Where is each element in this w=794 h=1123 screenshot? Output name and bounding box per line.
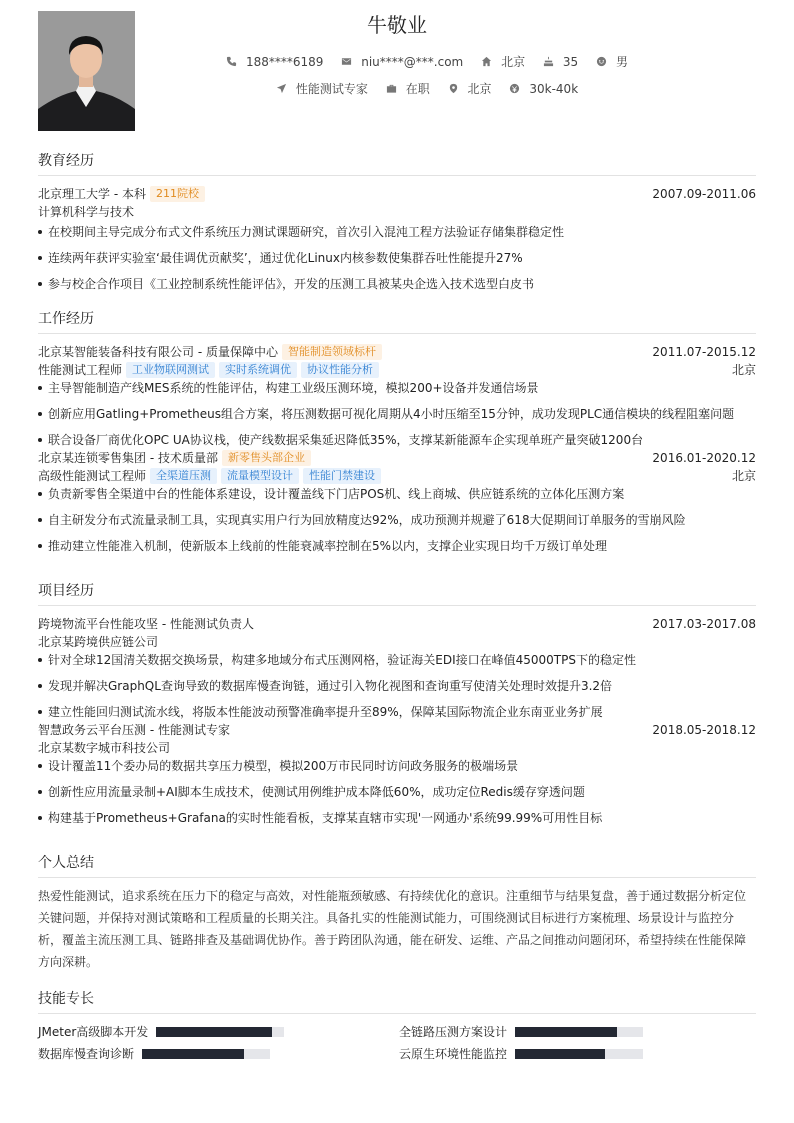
summary-heading: 个人总结 xyxy=(38,852,756,878)
job-role-row xyxy=(38,361,756,379)
summary-line: 关键问题，并保持对测试策略和工程质量的长期关注。具备扎实的性能测试能力，可围绕测试目标进行方案梳理、场景设计与监控分 xyxy=(38,911,735,925)
list-item: 主导智能制造产线MES系统的性能评估，构建工业级压测环境，模拟200+设备并发通信场景 xyxy=(38,379,756,397)
list-item: 推动建立性能准入机制，使新版本上线前的性能衰减率控制在5%以内，支撑企业实现日均千万级订单处理 xyxy=(38,537,756,555)
skill-bar-fill xyxy=(142,1049,244,1059)
smile-icon xyxy=(596,56,607,67)
skill-item xyxy=(399,1023,643,1041)
list-item: 设计覆盖11个委办局的数据共享压力模型，模拟200万市民同时访问政务服务的极端场景 xyxy=(38,757,756,775)
phone-text: 188****6189 xyxy=(245,54,324,69)
skill-label: 数据库慢查询诊断 xyxy=(38,1047,135,1061)
phone-item xyxy=(226,55,323,69)
list-item: 在校期间主导完成分布式文件系统压力测试课题研究，首次引入混沌工程方法验证存储集群稳定性 xyxy=(38,223,756,241)
location-item xyxy=(448,80,492,97)
contact-row xyxy=(0,53,794,70)
salary-item xyxy=(509,82,578,96)
education-period: 2007.09-2011.06 xyxy=(652,187,756,201)
title-item xyxy=(276,80,368,97)
job-city: 北京 xyxy=(731,363,756,377)
skill-bar xyxy=(515,1027,643,1037)
title-text: 性能测试专家 xyxy=(295,82,368,96)
phone-icon xyxy=(226,56,237,67)
skill-item xyxy=(38,1023,284,1041)
gender-text: 男 xyxy=(616,55,629,69)
skill-bar-fill xyxy=(515,1049,605,1059)
project-header-row xyxy=(38,615,756,633)
project-org: 北京某数字城市科技公司 xyxy=(38,741,171,755)
home-icon xyxy=(481,56,492,67)
project-bullets xyxy=(38,757,756,827)
skills-heading: 技能专长 xyxy=(38,988,756,1014)
summary-line: 方向深耕。 xyxy=(38,955,99,969)
skill-bar xyxy=(156,1027,284,1037)
education-header-row xyxy=(38,185,756,203)
major: 计算机科学与技术 xyxy=(38,205,135,219)
skill-bar xyxy=(142,1049,270,1059)
money-icon xyxy=(509,83,520,94)
project-bullets xyxy=(38,651,756,721)
summary-text xyxy=(38,885,756,973)
skill-label: JMeter高级脚本开发 xyxy=(38,1025,149,1039)
work-heading: 工作经历 xyxy=(38,308,756,334)
summary-section xyxy=(38,852,756,973)
list-item: 负责新零售全渠道中台的性能体系建设，设计覆盖线下门店POS机、线上商城、供应链系统的立体化压测方案 xyxy=(38,485,756,503)
education-heading: 教育经历 xyxy=(38,150,756,176)
company-tag: 智能制造领域标杆 xyxy=(282,344,382,360)
age-text: 35 xyxy=(562,54,579,69)
location-pin-icon xyxy=(448,83,459,94)
status-item xyxy=(386,80,430,97)
company-name: 北京某智能装备科技有限公司 - 质量保障中心 xyxy=(38,345,278,359)
skill-item xyxy=(399,1045,643,1063)
job-entry xyxy=(38,343,756,449)
company-tag: 新零售头部企业 xyxy=(222,450,311,466)
list-item: 针对全球12国清关数据交换场景，构建多地域分布式压测网格，验证海关EDI接口在峰值45000TPS下的稳定性 xyxy=(38,651,756,669)
job-bullets xyxy=(38,485,756,555)
projects-section xyxy=(38,580,756,835)
skill-tag: 实时系统调优 xyxy=(219,362,297,378)
skills-section xyxy=(38,988,756,1063)
project-period: 2017.03-2017.08 xyxy=(652,617,756,631)
education-section xyxy=(38,150,756,301)
list-item: 构建基于Prometheus+Grafana的实时性能看板，支撑某直辖市实现'一网通办'系统99.99%可用性目标 xyxy=(38,809,756,827)
salary-text: 30k-40k xyxy=(529,81,579,96)
job-period: 2011.07-2015.12 xyxy=(652,345,756,359)
list-item: 联合设备厂商优化OPC UA协议栈，使产线数据采集延迟降低35%，支撑某新能源车企实现单班产量突破1200台 xyxy=(38,431,756,449)
skills-grid xyxy=(38,1023,756,1063)
skill-bar-fill xyxy=(515,1027,617,1037)
location-text: 北京 xyxy=(467,82,492,96)
job-role: 性能测试工程师 xyxy=(38,363,123,377)
project-name: 智慧政务云平台压测 - 性能测试专家 xyxy=(38,723,230,737)
project-entry xyxy=(38,721,756,827)
list-item: 连续两年获评实验室‘最佳调优贡献奖’，通过优化Linux内核参数使集群吞吐性能提升27% xyxy=(38,249,756,267)
job-header-row xyxy=(38,343,756,361)
projects-heading: 项目经历 xyxy=(38,580,756,606)
email-item xyxy=(341,55,463,69)
education-bullets xyxy=(38,223,756,293)
candidate-name: 牛敬业 xyxy=(367,13,427,37)
skill-tag: 全渠道压测 xyxy=(150,468,217,484)
skill-tag: 性能门禁建设 xyxy=(303,468,381,484)
project-header-row xyxy=(38,721,756,739)
school-tag: 211院校 xyxy=(150,186,205,202)
skill-bar-fill xyxy=(156,1027,271,1037)
skill-bar xyxy=(515,1049,643,1059)
job-bullets xyxy=(38,379,756,449)
list-item: 建立性能回归测试流水线，将版本性能波动预警准确率提升至89%，保障某国际物流企业东南亚业务扩展 xyxy=(38,703,756,721)
list-item: 创新应用Gatling+Prometheus组合方案，将压测数据可视化周期从4小时压缩至15分钟，成功发现PLC通信模块的线程阻塞问题 xyxy=(38,405,756,423)
skill-label: 全链路压测方案设计 xyxy=(399,1025,508,1039)
home-text: 北京 xyxy=(501,55,526,69)
job-role: 高级性能测试工程师 xyxy=(38,469,147,483)
skill-tag: 协议性能分析 xyxy=(301,362,379,378)
status-text: 在职 xyxy=(405,82,430,96)
email-text: niu****@***.com xyxy=(361,54,464,69)
job-entry xyxy=(38,449,756,555)
skill-item xyxy=(38,1045,270,1063)
summary-line: 析，覆盖主流压测工具、链路排查及基础调优协作。善于跨团队沟通，能在研发、运维、产品之间推动问题闭环，希望持续在性能保障 xyxy=(38,933,747,947)
briefcase-icon xyxy=(386,83,397,94)
skill-tag: 工业物联网测试 xyxy=(126,362,215,378)
age-item xyxy=(543,55,578,69)
school-name: 北京理工大学 - 本科 xyxy=(38,187,146,201)
project-period: 2018.05-2018.12 xyxy=(652,723,756,737)
list-item: 发现并解决GraphQL查询导致的数据库慢查询链，通过引入物化视图和查询重写使清关处理时效提升3.2倍 xyxy=(38,677,756,695)
project-name: 跨境物流平台性能攻坚 - 性能测试负责人 xyxy=(38,617,254,631)
project-org: 北京某跨境供应链公司 xyxy=(38,635,159,649)
list-item: 自主研发分布式流量录制工具，实现真实用户行为回放精度达92%，成功预测并规避了618大促期间订单服务的雪崩风险 xyxy=(38,511,756,529)
job-intent-row xyxy=(0,80,794,97)
send-icon xyxy=(276,83,287,94)
work-section xyxy=(38,308,756,563)
job-header-row xyxy=(38,449,756,467)
project-entry xyxy=(38,615,756,721)
job-role-row xyxy=(38,467,756,485)
list-item: 创新性应用流量录制+AI脚本生成技术，使测试用例维护成本降低60%，成功定位Redis缓存穿透问题 xyxy=(38,783,756,801)
mail-icon xyxy=(341,56,352,67)
home-item xyxy=(481,53,525,70)
company-name: 北京某连锁零售集团 - 技术质量部 xyxy=(38,451,218,465)
gender-item xyxy=(596,53,628,70)
job-period: 2016.01-2020.12 xyxy=(652,451,756,465)
summary-line: 热爱性能测试，追求系统在压力下的稳定与高效，对性能瓶颈敏感、有持续优化的意识。注重细节与结果复盘，善于通过数据分析定位 xyxy=(38,889,747,903)
skill-label: 云原生环境性能监控 xyxy=(399,1047,508,1061)
skill-tag: 流量模型设计 xyxy=(221,468,299,484)
cake-icon xyxy=(543,56,554,67)
list-item: 参与校企合作项目《工业控制系统性能评估》，开发的压测工具被某央企选入技术选型白皮书 xyxy=(38,275,756,293)
job-city: 北京 xyxy=(731,469,756,483)
